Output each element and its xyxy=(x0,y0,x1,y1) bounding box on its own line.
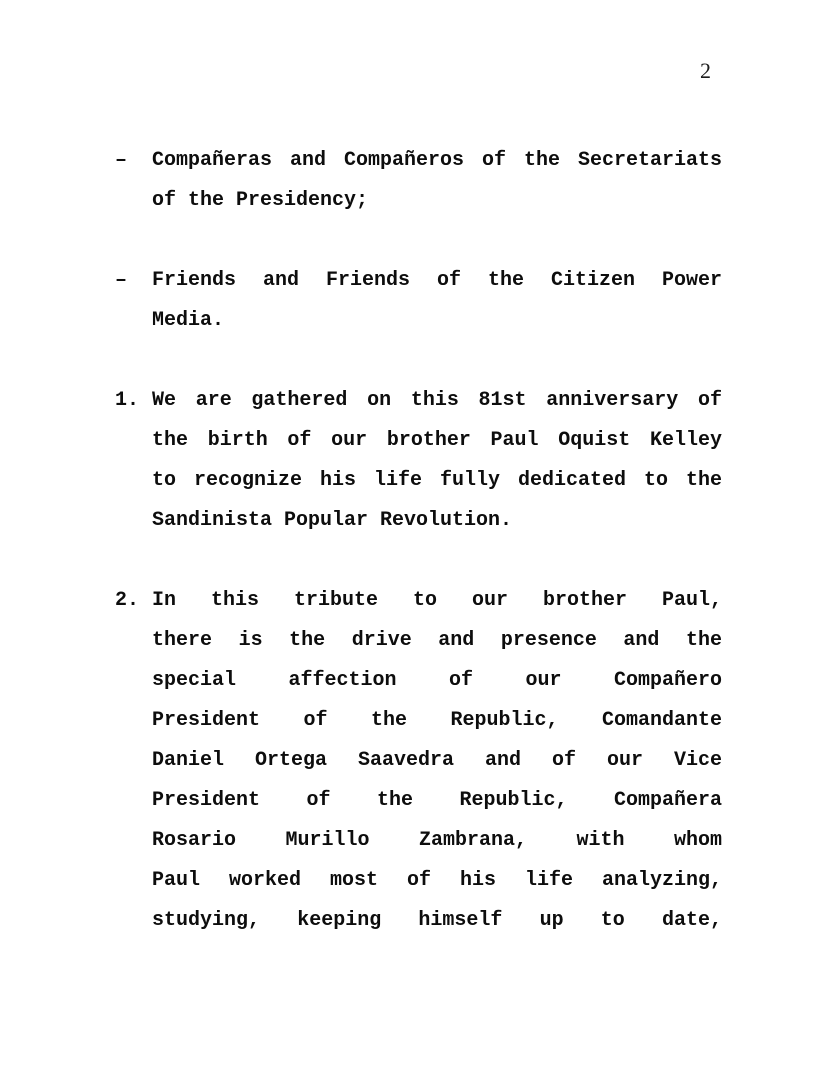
text-line: President of the Republic, Compañera xyxy=(152,789,722,812)
number-marker: 1. xyxy=(115,389,140,412)
text-line: to recognize his life fully dedicated to the xyxy=(152,469,722,492)
text-line: Compañeras and Compañeros of the Secretariats xyxy=(152,149,722,172)
dash-marker: – xyxy=(115,149,128,172)
list-item-numbered-1 xyxy=(115,381,722,541)
list-item-dash-1 xyxy=(115,141,722,221)
document-body xyxy=(115,141,722,941)
text-line: studying, keeping himself up to date, xyxy=(152,909,722,932)
text-line: there is the drive and presence and the xyxy=(152,629,722,652)
text-line: Rosario Murillo Zambrana, with whom xyxy=(152,829,722,852)
text-line: In this tribute to our brother Paul, xyxy=(152,589,722,612)
text-line: We are gathered on this 81st anniversary of xyxy=(152,389,722,412)
text-line: special affection of our Compañero xyxy=(152,669,722,692)
text-line: of the Presidency; xyxy=(152,189,369,212)
number-marker: 2. xyxy=(115,589,140,612)
text-line: Paul worked most of his life analyzing, xyxy=(152,869,722,892)
text-line: Media. xyxy=(152,309,225,332)
text-line: the birth of our brother Paul Oquist Kelley xyxy=(152,429,722,452)
page-number: 2 xyxy=(700,58,711,83)
list-item-dash-2 xyxy=(115,261,722,341)
text-line: President of the Republic, Comandante xyxy=(152,709,722,732)
text-line: Friends and Friends of the Citizen Power xyxy=(152,269,722,292)
list-item-numbered-2 xyxy=(115,581,722,941)
text-line: Daniel Ortega Saavedra and of our Vice xyxy=(152,749,722,772)
dash-marker: – xyxy=(115,269,128,292)
text-line: Sandinista Popular Revolution. xyxy=(152,509,513,532)
